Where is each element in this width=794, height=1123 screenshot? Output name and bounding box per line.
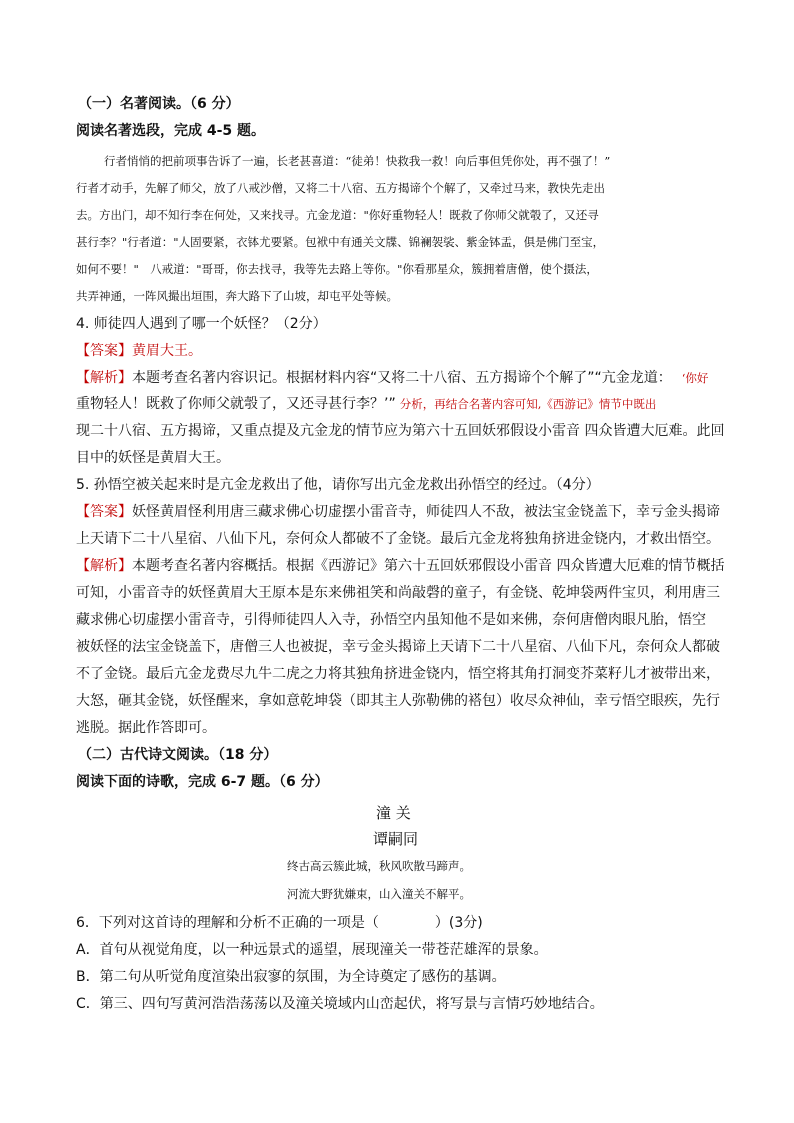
answer-tag: 【答案】 bbox=[76, 504, 132, 520]
section2-instruction: 阅读下面的诗歌，完成 6-7 题。（6 分） bbox=[76, 774, 329, 790]
analysis-line: 藏求佛心切虚摆小雷音寺，引得师徒四人入寺，孙悟空内虽知他不是如来佛，奈何唐僧肉眼凡胎，悟空 bbox=[76, 612, 706, 628]
analysis-line: 被妖怪的法宝金铙盖下，唐僧三人也被捉，幸亏金头揭谛上天请下二十八星宿、八仙下凡，奈何众人都破 bbox=[76, 639, 720, 655]
analysis-line: 现二十八宿、五方揭谛，又重点提及亢金龙的情节应为第六十五回妖邪假设小雷音 四众皆遭大厄难。此回 bbox=[76, 423, 725, 439]
analysis-text: 本题考查名著内容概括。根据《西游记》第六十五回妖邪假设小雷音 四众皆遭大厄难的情节概括 bbox=[132, 558, 725, 574]
analysis-red-quote: ‘你好 bbox=[681, 371, 709, 385]
option-c: C．第三、四句写黄河浩浩荡荡以及潼关境域内山峦起伏，将写景与言情巧妙地结合。 bbox=[76, 996, 604, 1012]
option-a: A．首句从视觉角度，以一种远景式的遥望，展现潼关一带苍茫雄浑的景象。 bbox=[76, 942, 548, 958]
analysis-text: 本题考查名著内容识记。根据材料内容“又将二十八宿、五方揭谛个个解了”“亢金龙道： bbox=[132, 370, 672, 386]
poem-line: 河流大野犹嫌束，山入潼关不解平。 bbox=[287, 887, 471, 901]
section1-instruction: 阅读名著选段，完成 4-5 题。 bbox=[76, 123, 266, 139]
analysis-line bbox=[76, 368, 708, 388]
answer-line bbox=[76, 502, 720, 522]
passage-line: 共弄神通，一阵风撮出垣围，奔大路下了山坡，却屯平处等候。 bbox=[76, 289, 398, 303]
analysis-line: 逃脱。据此作答即可。 bbox=[76, 720, 216, 736]
analysis-red-note: 分析，再结合名著内容可知,《西游记》情节中既出 bbox=[399, 397, 657, 411]
analysis-line: 目中的妖怪是黄眉大王。 bbox=[76, 450, 230, 466]
analysis-line: 大怒，砸其金铙，妖怪醒来，拿如意乾坤袋（即其主人弥勒佛的褡包）收尽众神仙，幸亏悟空眼疾，先行 bbox=[76, 693, 720, 709]
analysis-line bbox=[76, 394, 656, 414]
passage-line: 如何不要！" 八戒道："哥哥，你去找寻，我等先去路上等你。"你看那星众，簇拥着唐僧，使个摄法， bbox=[76, 262, 598, 276]
passage-line: 去。方出门，却不知行李在何处，又来找寻。亢金龙道："你好重物轻人！既救了你师父就彀了，又还寻 bbox=[76, 208, 599, 222]
section2-heading: （二）古代诗文阅读。（18 分） bbox=[78, 747, 278, 763]
question-4: 4. 师徒四人遇到了哪一个妖怪？（2分） bbox=[76, 316, 327, 332]
analysis-text: 重物轻人！既救了你师父就彀了，又还寻甚行李？’” bbox=[76, 396, 396, 412]
answer-text: 妖怪黄眉怪利用唐三藏求佛心切虚摆小雷音寺，师徒四人不敌，被法宝金铙盖下，幸亏金头揭谛 bbox=[132, 504, 720, 520]
question-6: 6．下列对这首诗的理解和分析不正确的一项是（ ）(3分) bbox=[76, 915, 483, 931]
option-b: B．第二句从听觉角度渲染出寂寥的氛围，为全诗奠定了感伤的基调。 bbox=[76, 969, 506, 985]
passage-line: 行者悄悄的把前项事告诉了一遍，长老甚喜道：“徒弟！快救我一救！向后事但凭你处，再不强了！” bbox=[104, 154, 611, 168]
passage-line: 行者才动手，先解了师父，放了八戒沙僧，又将二十八宿、五方揭谛个个解了，又牵过马来，教快先走出 bbox=[76, 181, 605, 195]
analysis-line: 不了金铙。最后亢金龙费尽九牛二虎之力将其独角挤进金铙内，悟空将其角打洞变芥菜籽儿才被带出来， bbox=[76, 666, 720, 682]
poem-line: 终古高云簇此城，秋风吹散马蹄声。 bbox=[287, 859, 471, 873]
analysis-tag: 【解析】 bbox=[76, 558, 132, 574]
poem-title: 潼 关 bbox=[376, 804, 411, 822]
answer-4 bbox=[76, 341, 202, 361]
answer-text: 黄眉大王。 bbox=[132, 343, 202, 359]
analysis-line bbox=[76, 556, 724, 576]
answer-line: 上天请下二十八星宿、八仙下凡，奈何众人都破不了金铙。最后亢金龙将独角挤进金铙内，才救出悟空。 bbox=[76, 531, 720, 547]
analysis-line: 可知，小雷音寺的妖怪黄眉大王原本是东来佛祖笑和尚敲磬的童子，有金铙、乾坤袋两件宝贝，利用唐三 bbox=[76, 585, 720, 601]
analysis-tag: 【解析】 bbox=[76, 370, 132, 386]
passage-line: 甚行李？"行者道："人固要紧，衣钵尤要紧。包袱中有通关文牒、锦襕袈裟、紫金钵盂，俱是佛门至宝， bbox=[76, 235, 605, 249]
answer-tag: 【答案】 bbox=[76, 343, 132, 359]
poem-author: 谭嗣同 bbox=[373, 830, 419, 848]
question-5: 5. 孙悟空被关起来时是亢金龙救出了他，请你写出亢金龙救出孙悟空的经过。（4分） bbox=[76, 477, 600, 493]
section1-heading: （一）名著阅读。（6 分） bbox=[78, 96, 240, 112]
